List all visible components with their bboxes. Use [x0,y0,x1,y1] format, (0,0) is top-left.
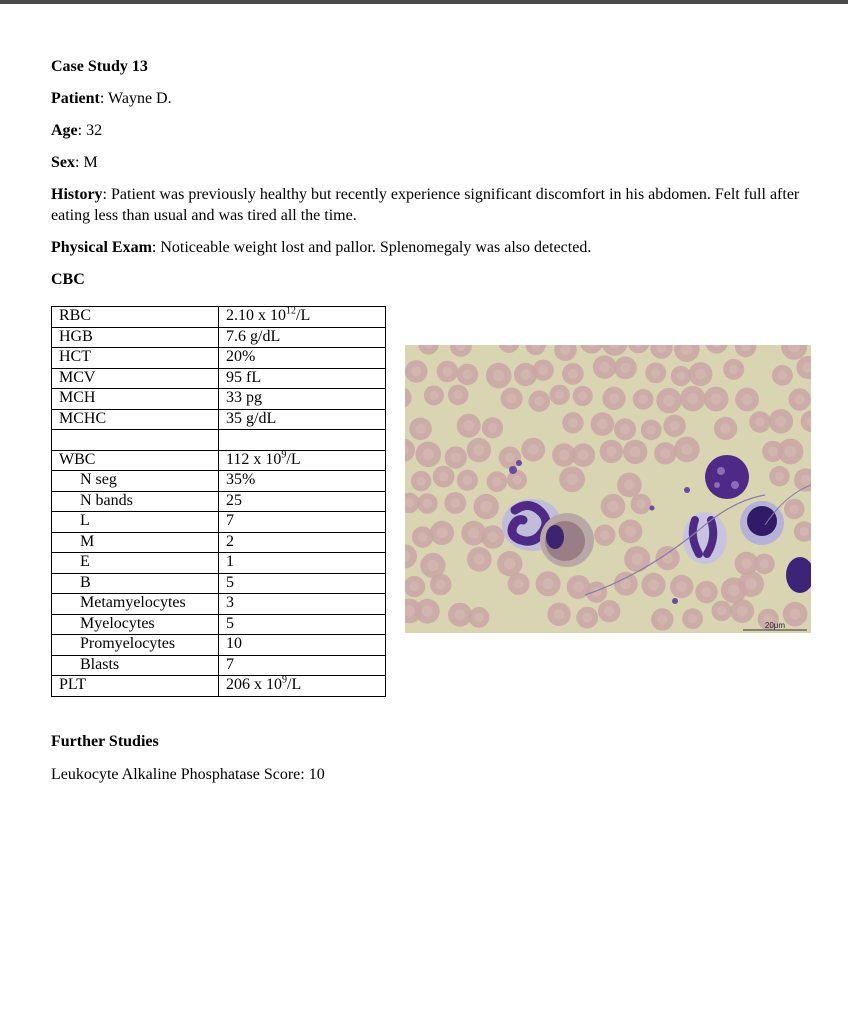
red-cell-pallor [687,393,698,404]
red-cell-pallor [778,371,787,380]
rbc-exponent: 12 [286,305,296,317]
table-row [52,532,386,553]
table-row [52,307,386,328]
lymphocyte-nucleus [747,506,777,536]
red-cell-pallor [790,609,801,620]
red-cell-pallor [785,446,797,458]
granule [717,467,725,475]
table-row [52,635,386,656]
red-cell-pallor [647,425,656,434]
red-cell-pallor [559,450,570,461]
granule [714,482,720,488]
exam-field [51,237,831,258]
red-cell-pallor [578,391,587,400]
red-cell-pallor [543,578,554,589]
wbc-label: WBC [52,450,219,471]
red-cell-pallor [473,445,484,456]
red-cell-pallor [620,363,630,373]
m-label: M [52,532,219,553]
red-cell-pallor [505,453,515,463]
table-row [52,676,386,697]
rbc-value [219,307,386,328]
plt-value [219,676,386,697]
red-cell-pallor [514,579,524,589]
hct-value: 20% [219,348,386,369]
promyelocytes-value: 10 [219,635,386,656]
rbc-unit: /L [296,307,311,324]
m-value: 2 [219,532,386,553]
table-row [52,450,386,471]
mch-value: 33 pg [219,389,386,410]
cbc-table [51,306,386,697]
red-cell-pallor [607,501,618,512]
patient-label: Patient [51,90,100,107]
red-cell-pallor [663,395,674,406]
table-row [52,348,386,369]
red-cell-pallor [474,613,483,622]
red-cell-pallor [582,613,592,623]
red-cell-pallor [742,394,753,405]
sex-field [51,152,831,173]
further-studies-heading: Further Studies [51,733,159,750]
wbc-exponent: 9 [281,449,287,461]
empty-cell [52,430,219,451]
l-label: L [52,512,219,533]
red-cell-pallor [745,578,757,590]
b-value: 5 [219,573,386,594]
red-cell-pallor [768,447,778,457]
red-cell-pallor [800,475,810,485]
platelet [650,506,655,511]
sex-label: Sex [51,154,75,171]
plt-label: PLT [52,676,219,697]
red-cell-pallor [728,585,740,597]
plt-unit: /L [287,676,302,693]
red-cell-pallor [620,424,630,434]
red-cell-pallor [423,449,435,461]
red-cell-pallor [454,390,463,399]
red-cell-pallor [790,504,799,513]
red-cell-pallor [711,393,722,404]
red-cell-pallor [651,368,660,377]
red-cell-pallor [468,528,479,539]
age-field [51,120,831,141]
red-cell-pallor [568,418,578,428]
mcv-value: 95 fL [219,368,386,389]
mcv-label: MCV [52,368,219,389]
red-cell-pallor [451,452,461,462]
red-cell-pallor [702,587,712,597]
red-cell-pallor [418,532,428,542]
table-row [52,573,386,594]
mch-label: MCH [52,389,219,410]
plt-number: 206 x 10 [226,676,282,693]
red-cell-pallor [648,579,659,590]
red-cell-pallor [423,499,432,508]
blasts-label: Blasts [52,655,219,676]
metamyelocytes-value: 3 [219,594,386,615]
table-row [52,368,386,389]
nseg-value: 35% [219,471,386,492]
red-cell-pallor [636,499,645,508]
table-row [52,594,386,615]
red-cell-pallor [638,395,647,404]
red-cell-pallor [455,609,466,620]
red-cell-pallor [599,362,610,373]
platelet [684,487,690,493]
age-value: : 32 [77,122,103,139]
red-cell-pallor [538,365,548,375]
red-cell-pallor [717,606,726,615]
lap-score: Leukocyte Alkaline Phosphatase Score: 10 [51,766,325,783]
promyelocytes-label: Promyelocytes [52,635,219,656]
table-row [52,409,386,430]
red-cell-pallor [755,417,765,427]
case-document [51,56,831,290]
metamyelocytes-label: Metamyelocytes [52,594,219,615]
wbc-unit: /L [286,450,301,468]
red-cell-pallor [566,474,578,486]
red-cell-pallor [573,582,584,593]
platelet [672,598,678,604]
patient-value: : Wayne D. [99,90,172,107]
table-row [52,655,386,676]
red-cell-pallor [450,498,460,508]
red-cell-pallor [528,444,539,455]
red-cell-pallor [760,559,769,568]
red-cell-pallor [417,477,426,486]
red-cell-pallor [415,424,425,434]
red-cell-pallor [625,526,636,537]
red-cell-pallor [720,423,730,433]
history-field [51,184,831,226]
red-cell-pallor [554,609,564,619]
table-row [52,491,386,512]
blood-smear-illustration [405,345,811,633]
top-border [0,0,848,4]
red-cell-pallor [429,391,438,400]
wbc-number: 112 x 10 [226,450,282,468]
red-cell-pallor [560,345,570,355]
exam-value: : Noticeable weight lost and pallor. Splenomegaly was also detected. [151,239,592,256]
red-cell-pallor [437,528,448,539]
red-cell-pallor [676,581,687,592]
age-label: Age [51,122,78,139]
e-label: E [52,553,219,574]
red-cell-pallor [411,366,421,376]
l-value: 7 [219,512,386,533]
red-cell-pallor [493,370,505,382]
red-cell-pallor [463,475,473,485]
red-cell-pallor [662,553,673,564]
history-value: : Patient was previously healthy but recently experience significant discomfort in his abdomen. Felt full after eating less than usual and was tired all the time. [51,186,800,224]
red-cell-pallor [405,498,414,507]
red-cell-pallor [492,477,501,486]
plt-exponent: 9 [282,674,287,686]
red-cell-pallor [604,606,614,616]
red-cell-pallor [488,423,498,433]
red-cell-pallor [507,394,517,404]
red-cell-pallor [741,558,752,569]
red-cell-pallor [688,614,697,623]
exam-label: Physical Exam [51,239,152,256]
case-title: Case Study 13 [51,58,148,75]
hgb-value: 7.6 g/dL [219,327,386,348]
red-cell-pallor [795,395,805,405]
granule [731,481,739,489]
red-cell-pallor [597,419,608,430]
red-cell-pallor [555,390,564,399]
basophil-nucleus [546,525,564,549]
red-cell-pallor [443,367,453,377]
wbc-value [219,450,386,471]
further-studies [51,731,325,785]
red-cell-pallor [474,554,485,565]
rbc-number: 2.10 x 10 [226,307,286,324]
red-cell-pallor [729,365,738,374]
red-cell-pallor [657,614,667,624]
table-row [52,471,386,492]
table-row [52,327,386,348]
b-label: B [52,573,219,594]
red-cell-pallor [422,606,433,617]
blasts-value: 7 [219,655,386,676]
red-cell-pallor [534,396,544,406]
nbands-value: 25 [219,491,386,512]
red-cell-pallor [578,450,589,461]
e-value: 1 [219,553,386,574]
red-cell-pallor [681,444,692,455]
red-cell-pallor [487,532,498,543]
red-cell-pallor [775,416,786,427]
red-cell-pallor [670,421,680,431]
red-cell-pallor [630,446,641,457]
red-cell-pallor [504,558,515,569]
red-cell-pallor [624,479,635,490]
red-cell-pallor [695,369,706,380]
platelet [509,466,517,474]
patient-field [51,88,831,109]
red-cell-pallor [631,553,643,565]
red-cell-pallor [676,372,685,381]
scale-label: 20μm [764,621,786,630]
rbc-label: RBC [52,307,219,328]
table-row [52,389,386,410]
table-row [52,553,386,574]
cbc-heading: CBC [51,271,85,288]
red-cell-pallor [520,369,530,379]
promyelocyte-nucleus [705,455,749,499]
myelocytes-label: Myelocytes [52,614,219,635]
red-cell-pallor [463,420,474,431]
red-cell-pallor [775,472,784,481]
red-cell-pallor [600,530,610,540]
table-row-empty [52,430,386,451]
sex-value: : M [75,154,98,171]
red-cell-pallor [568,369,578,379]
red-cell-pallor [481,501,492,512]
nbands-label: N bands [52,491,219,512]
table-row [52,614,386,635]
red-cell-pallor [513,475,522,484]
mchc-value: 35 g/dL [219,409,386,430]
red-cell-pallor [609,393,619,403]
history-label: History [51,186,103,203]
red-cell-pallor [439,472,449,482]
platelet [516,460,522,466]
hgb-label: HGB [52,327,219,348]
nseg-label: N seg [52,471,219,492]
red-cell-pallor [463,370,473,380]
red-cell-pallor [606,446,617,457]
red-cell-pallor [410,582,420,592]
red-cell-pallor [800,527,809,536]
myelocytes-value: 5 [219,614,386,635]
mchc-label: MCHC [52,409,219,430]
red-cell-pallor [660,448,670,458]
blood-smear-image [405,345,811,633]
hct-label: HCT [52,348,219,369]
red-cell-pallor [427,560,438,571]
empty-cell [219,430,386,451]
table-row [52,512,386,533]
red-cell-pallor [436,580,446,590]
red-cell-pallor [737,606,748,617]
